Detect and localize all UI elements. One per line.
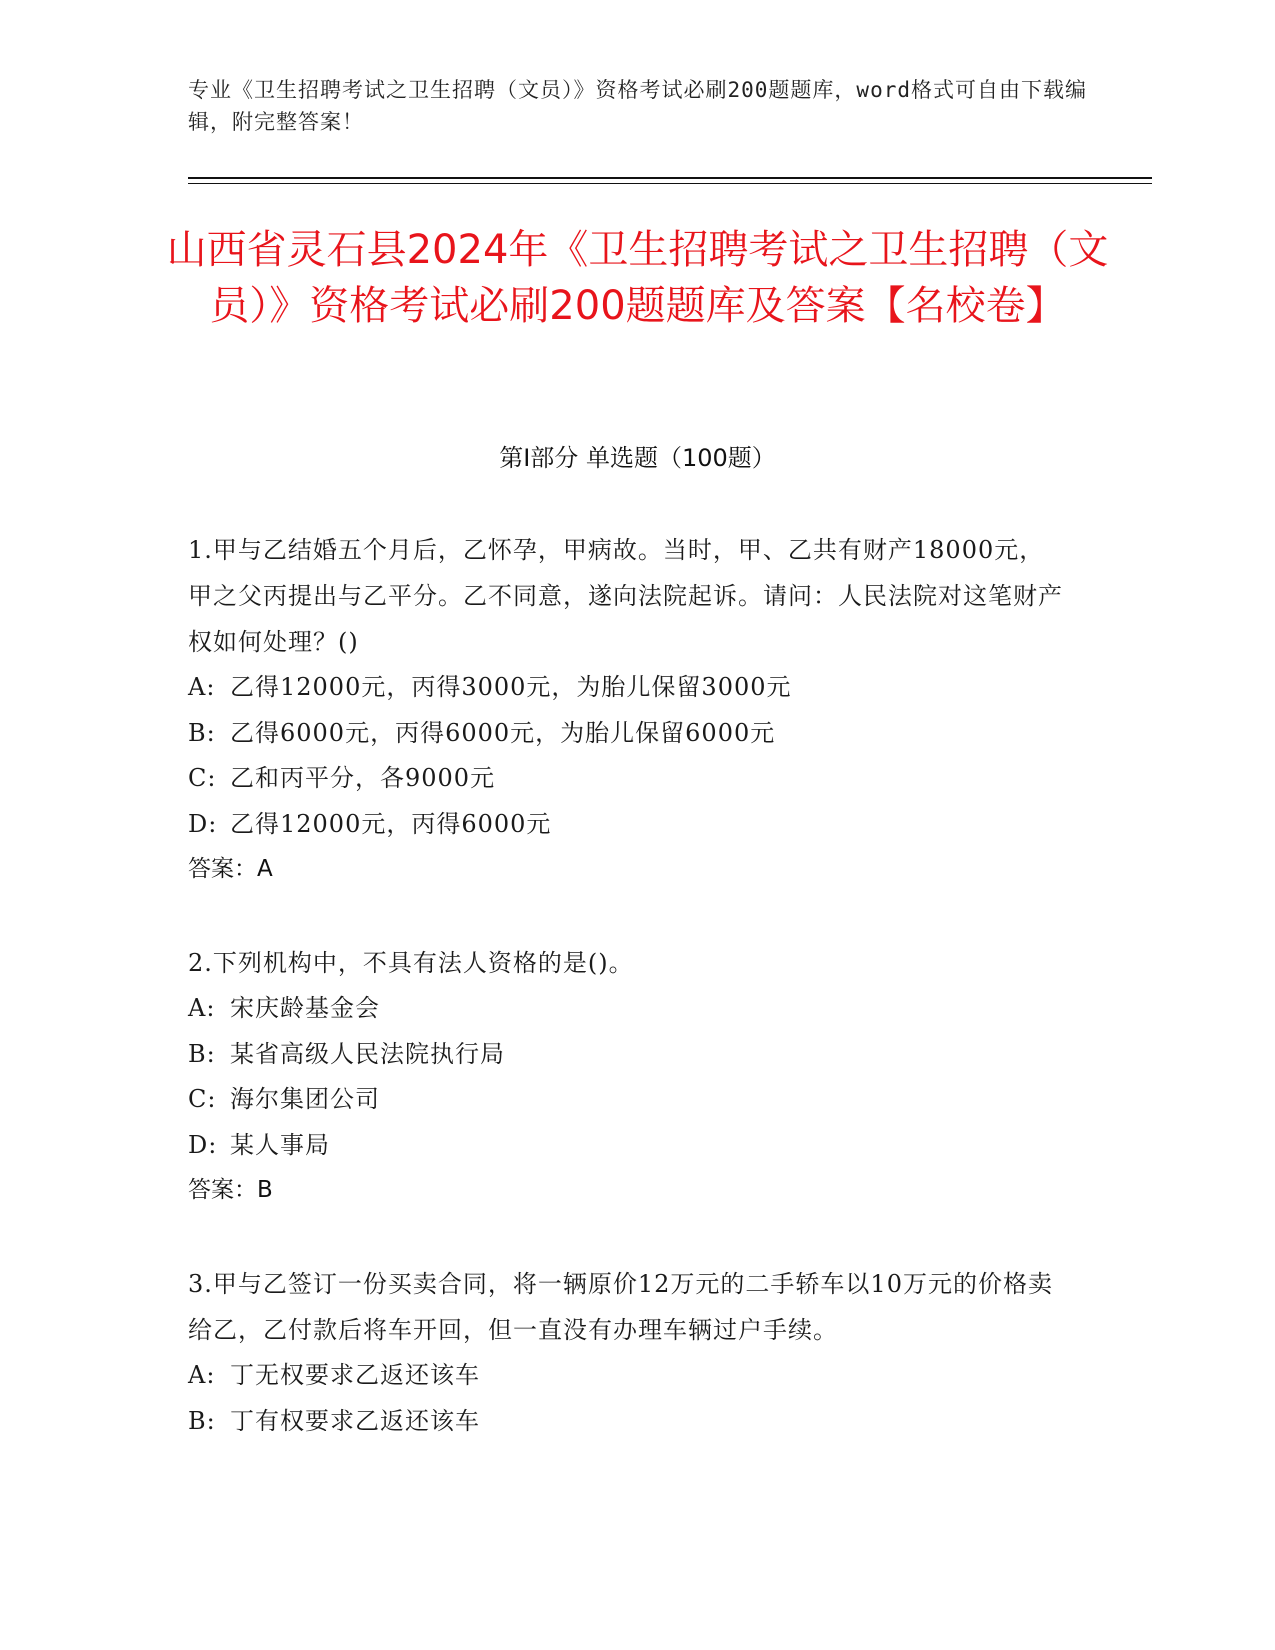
option-text: 某省高级人民法院执行局: [230, 1039, 505, 1068]
option-b: [188, 1032, 1068, 1078]
option-text: 海尔集团公司: [230, 1085, 380, 1113]
option-key: B:: [188, 1039, 216, 1068]
question-stem: 2.下列机构中，不具有法人资格的是()。: [188, 949, 634, 977]
answer: 答案：A: [188, 856, 273, 882]
option-c: [188, 1077, 1068, 1123]
header-divider: [188, 177, 1152, 179]
option-text: 丁无权要求乙返还该车: [230, 1361, 480, 1389]
option-key: B:: [188, 718, 216, 747]
option-d: [188, 1123, 1068, 1169]
option-key: C:: [188, 764, 217, 792]
option-a: [188, 986, 1068, 1032]
option-text: 某人事局: [230, 1130, 330, 1159]
document-title: 山西省灵石县2024年《卫生招聘考试之卫生招聘（文员）》资格考试必刷200题题库及答案【名校卷】: [166, 227, 1109, 329]
header-divider-thin: [188, 183, 1152, 184]
option-key: D:: [188, 809, 218, 838]
question-stem: 1.甲与乙结婚五个月后，乙怀孕，甲病故。当时，甲、乙共有财产18000元，甲之父丙提出与乙平分。乙不同意，遂向法院起诉。请问：人民法院对这笔财产权如何处理？(): [188, 536, 1063, 656]
section-title: 第Ⅰ部分 单选题（100题）: [499, 444, 776, 472]
option-key: B:: [188, 1406, 216, 1435]
option-a: [188, 1353, 1068, 1399]
question-1: [188, 527, 1068, 892]
question-list: [188, 527, 1068, 1492]
option-key: A:: [188, 673, 216, 701]
question-3: [188, 1261, 1068, 1444]
option-a: [188, 665, 1068, 711]
option-text: 乙得12000元，丙得6000元: [230, 809, 552, 838]
option-b: [188, 1399, 1068, 1445]
option-c: [188, 756, 1068, 802]
option-text: 乙得6000元，丙得6000元，为胎儿保留6000元: [230, 718, 776, 747]
option-key: D:: [188, 1130, 218, 1159]
option-text: 宋庆龄基金会: [230, 994, 380, 1022]
option-key: A:: [188, 994, 216, 1022]
option-text: 乙得12000元，丙得3000元，为胎儿保留3000元: [230, 673, 792, 701]
option-key: C:: [188, 1085, 217, 1113]
question-2: [188, 940, 1068, 1213]
option-text: 丁有权要求乙返还该车: [230, 1406, 480, 1435]
option-b: [188, 711, 1068, 757]
question-stem: 3.甲与乙签订一份买卖合同，将一辆原价12万元的二手轿车以10万元的价格卖给乙，乙付款后将车开回，但一直没有办理车辆过户手续。: [188, 1270, 1053, 1344]
option-text: 乙和丙平分，各9000元: [230, 764, 496, 792]
header-note: 专业《卫生招聘考试之卫生招聘（文员）》资格考试必刷200题题库，word格式可自由下载编辑，附完整答案！: [188, 78, 1087, 134]
option-d: [188, 802, 1068, 848]
answer: 答案：B: [188, 1177, 273, 1203]
option-key: A:: [188, 1361, 216, 1389]
